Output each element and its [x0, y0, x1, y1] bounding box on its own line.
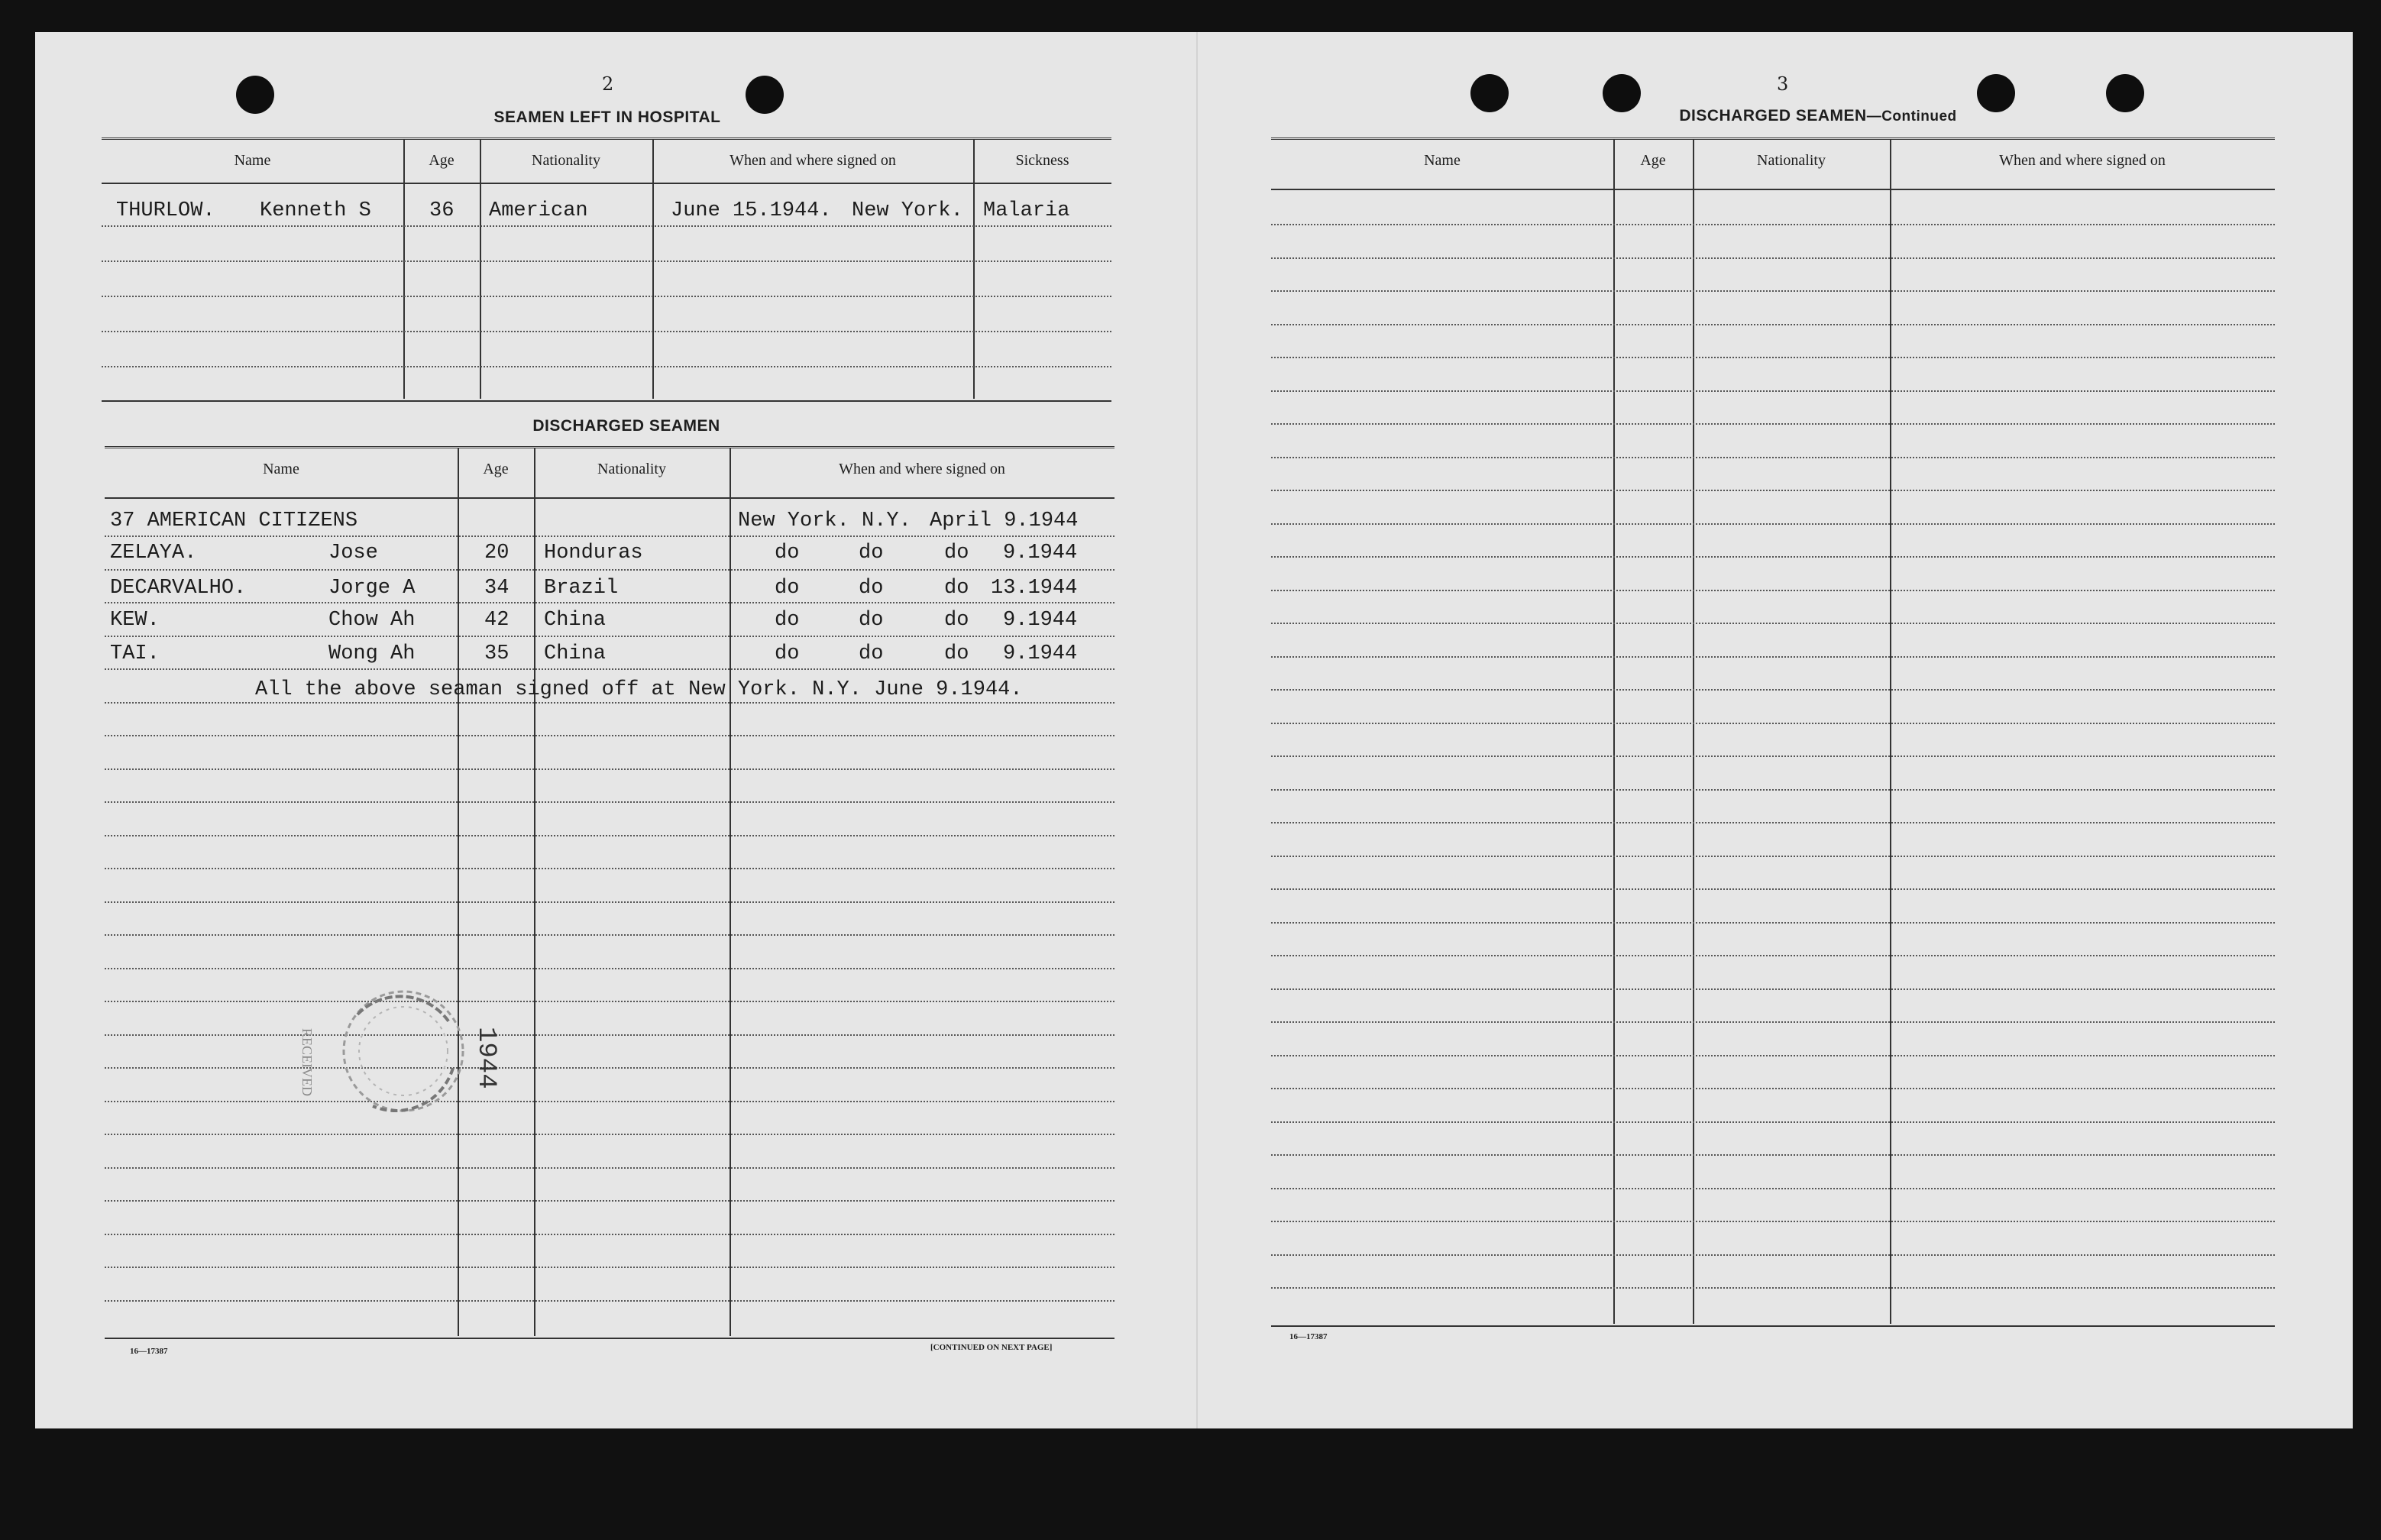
- ruled-line: [105, 1234, 1114, 1235]
- header-rule: [1271, 189, 2275, 190]
- ruled-line: [105, 1134, 1114, 1135]
- ditto-mark: do: [944, 642, 969, 665]
- ruled-line: [1271, 922, 2275, 924]
- column-rule: [1693, 140, 1694, 1324]
- continued-table: [1271, 138, 2275, 1327]
- ruled-line: [1271, 357, 2275, 358]
- ruled-line: [1271, 1154, 2275, 1156]
- col-header-nationality: Nationality: [1757, 152, 1826, 169]
- right-section-title: [1589, 107, 2047, 125]
- column-rule: [534, 448, 535, 1336]
- hospital-signed-date: June 15.1944.: [671, 199, 832, 222]
- ruled-line: [1271, 523, 2275, 525]
- col-header-nationality: Nationality: [597, 461, 666, 477]
- ruled-line: [102, 366, 1111, 367]
- ruled-line: [102, 225, 1111, 227]
- header-rule: [102, 183, 1111, 184]
- ruled-line: [1271, 556, 2275, 558]
- column-rule: [403, 140, 405, 399]
- hospital-given-name: Kenneth S: [260, 199, 371, 222]
- discharged-nationality: Brazil: [544, 577, 619, 600]
- hospital-signed-place: New York.: [852, 199, 963, 222]
- ruled-line: [1271, 1188, 2275, 1189]
- ruled-line: [105, 1001, 1114, 1002]
- hospital-age: 36: [429, 199, 455, 222]
- column-rule: [730, 448, 731, 1336]
- col-header-name: Name: [234, 152, 271, 169]
- ruled-line: [1271, 590, 2275, 591]
- ruled-line: [105, 535, 1114, 537]
- hospital-sickness: Malaria: [983, 199, 1070, 222]
- right-page-number: 3: [1777, 73, 1789, 95]
- discharged-age: 42: [484, 609, 510, 632]
- ruled-line: [1271, 1254, 2275, 1256]
- ruled-line: [1271, 1088, 2275, 1089]
- discharged-section-title: DISCHARGED SEAMEN: [532, 417, 720, 435]
- column-rule: [480, 140, 481, 399]
- ruled-line: [1271, 257, 2275, 259]
- ditto-mark: do: [775, 609, 800, 632]
- ruled-line: [1271, 423, 2275, 425]
- group-name: 37 AMERICAN CITIZENS: [110, 510, 358, 532]
- discharged-age: 35: [484, 642, 510, 665]
- right-title-suffix: —Continued: [1866, 108, 1957, 125]
- column-rule: [458, 448, 459, 1336]
- ditto-mark: do: [775, 642, 800, 665]
- ruled-line: [1271, 1021, 2275, 1023]
- discharged-nationality: China: [544, 642, 607, 665]
- ruled-line: [105, 1067, 1114, 1069]
- ruled-line: [1271, 856, 2275, 857]
- discharged-given-name: Wong Ah: [328, 642, 416, 665]
- hospital-nationality: American: [489, 199, 588, 222]
- discharged-given-name: Chow Ah: [328, 609, 416, 632]
- ruled-line: [1271, 1055, 2275, 1056]
- ruled-line: [102, 331, 1111, 332]
- ruled-line: [105, 602, 1114, 603]
- hospital-surname: THURLOW.: [116, 199, 215, 222]
- ditto-mark: do: [944, 609, 969, 632]
- ruled-line: [105, 1200, 1114, 1202]
- discharged-given-name: Jose: [328, 542, 378, 565]
- ruled-line: [1271, 390, 2275, 392]
- discharged-surname: ZELAYA.: [110, 542, 197, 565]
- col-header-name: Name: [263, 461, 299, 477]
- received-date-stamp: [289, 969, 500, 1137]
- ruled-line: [1271, 822, 2275, 823]
- col-header-name: Name: [1424, 152, 1461, 169]
- ruled-line: [1271, 1287, 2275, 1289]
- ruled-line: [105, 968, 1114, 969]
- column-rule: [1890, 140, 1891, 1324]
- hospital-section-title: SEAMEN LEFT IN HOSPITAL: [493, 108, 721, 126]
- discharged-date: 9.1944: [1003, 609, 1078, 632]
- punch-hole: [236, 76, 274, 114]
- left-page-number: 2: [602, 73, 614, 95]
- ruled-line: [102, 260, 1111, 262]
- col-header-signed-on: When and where signed on: [730, 152, 896, 169]
- ditto-mark: do: [944, 542, 969, 565]
- ruled-line: [102, 296, 1111, 297]
- group-signed-date: April 9.1944: [930, 510, 1079, 532]
- discharged-given-name: Jorge A: [328, 577, 416, 600]
- ruled-line: [105, 569, 1114, 571]
- ruled-line: [105, 1101, 1114, 1102]
- col-header-signed-on: When and where signed on: [839, 461, 1005, 477]
- ruled-line: [105, 868, 1114, 869]
- ruled-line: [105, 1300, 1114, 1302]
- page-fold: [1196, 32, 1198, 1428]
- ruled-line: [105, 735, 1114, 736]
- ditto-mark: do: [859, 577, 884, 600]
- ruled-line: [1271, 224, 2275, 225]
- discharged-nationality: Honduras: [544, 542, 643, 565]
- discharged-age: 34: [484, 577, 510, 600]
- col-header-nationality: Nationality: [532, 152, 600, 169]
- ruled-line: [105, 835, 1114, 836]
- ruled-line: [105, 1034, 1114, 1036]
- right-form-code: 16—17387: [1289, 1332, 1328, 1341]
- ruled-line: [1271, 723, 2275, 724]
- punch-hole: [1470, 74, 1509, 112]
- right-title-main: DISCHARGED SEAMEN: [1679, 107, 1867, 125]
- ruled-line: [105, 668, 1114, 670]
- discharged-date: 9.1944: [1003, 542, 1078, 565]
- column-rule: [973, 140, 975, 399]
- ditto-mark: do: [859, 642, 884, 665]
- signed-off-note: All the above seaman signed off at New York. N.Y. June 9.1944.: [255, 678, 1023, 701]
- ruled-line: [105, 636, 1114, 637]
- ruled-line: [105, 1267, 1114, 1268]
- ruled-line: [1271, 656, 2275, 658]
- col-header-age: Age: [1640, 152, 1666, 169]
- ditto-mark: do: [775, 577, 800, 600]
- left-form-code: 16—17387: [130, 1347, 168, 1356]
- ruled-line: [1271, 1221, 2275, 1222]
- ruled-line: [105, 801, 1114, 803]
- svg-text:RECEIVED: RECEIVED: [299, 1028, 315, 1096]
- ruled-line: [1271, 490, 2275, 491]
- ditto-mark: do: [859, 609, 884, 632]
- discharged-age: 20: [484, 542, 510, 565]
- discharged-surname: TAI.: [110, 642, 160, 665]
- col-header-age: Age: [429, 152, 455, 169]
- punch-hole: [2106, 74, 2144, 112]
- continued-note: [CONTINUED ON NEXT PAGE]: [930, 1343, 1053, 1352]
- ruled-line: [1271, 689, 2275, 691]
- column-rule: [1613, 140, 1615, 1324]
- ruled-line: [105, 934, 1114, 936]
- ditto-mark: do: [944, 577, 969, 600]
- discharged-date: 9.1944: [1003, 642, 1078, 665]
- ruled-line: [1271, 955, 2275, 956]
- ruled-line: [1271, 789, 2275, 791]
- discharged-surname: KEW.: [110, 609, 160, 632]
- ruled-line: [1271, 290, 2275, 292]
- header-rule: [105, 497, 1114, 499]
- ruled-line: [1271, 988, 2275, 990]
- discharged-date: 13.1944: [991, 577, 1078, 600]
- ruled-line: [1271, 457, 2275, 458]
- ruled-line: [1271, 623, 2275, 624]
- ruled-line: [105, 901, 1114, 903]
- col-header-signed-on: When and where signed on: [1999, 152, 2166, 169]
- ruled-line: [105, 768, 1114, 770]
- discharged-surname: DECARVALHO.: [110, 577, 247, 600]
- stamp-year: 1944: [471, 1027, 500, 1089]
- ruled-line: [105, 702, 1114, 704]
- ruled-line: [1271, 755, 2275, 757]
- hospital-table: [102, 138, 1111, 402]
- ditto-mark: do: [859, 542, 884, 565]
- ruled-line: [1271, 1121, 2275, 1123]
- col-header-sickness: Sickness: [1015, 152, 1069, 169]
- ruled-line: [1271, 888, 2275, 890]
- ruled-line: [1271, 324, 2275, 325]
- ruled-line: [105, 1167, 1114, 1169]
- column-rule: [652, 140, 654, 399]
- discharged-nationality: China: [544, 609, 607, 632]
- col-header-age: Age: [483, 461, 509, 477]
- group-signed-place: New York. N.Y.: [738, 510, 911, 532]
- ditto-mark: do: [775, 542, 800, 565]
